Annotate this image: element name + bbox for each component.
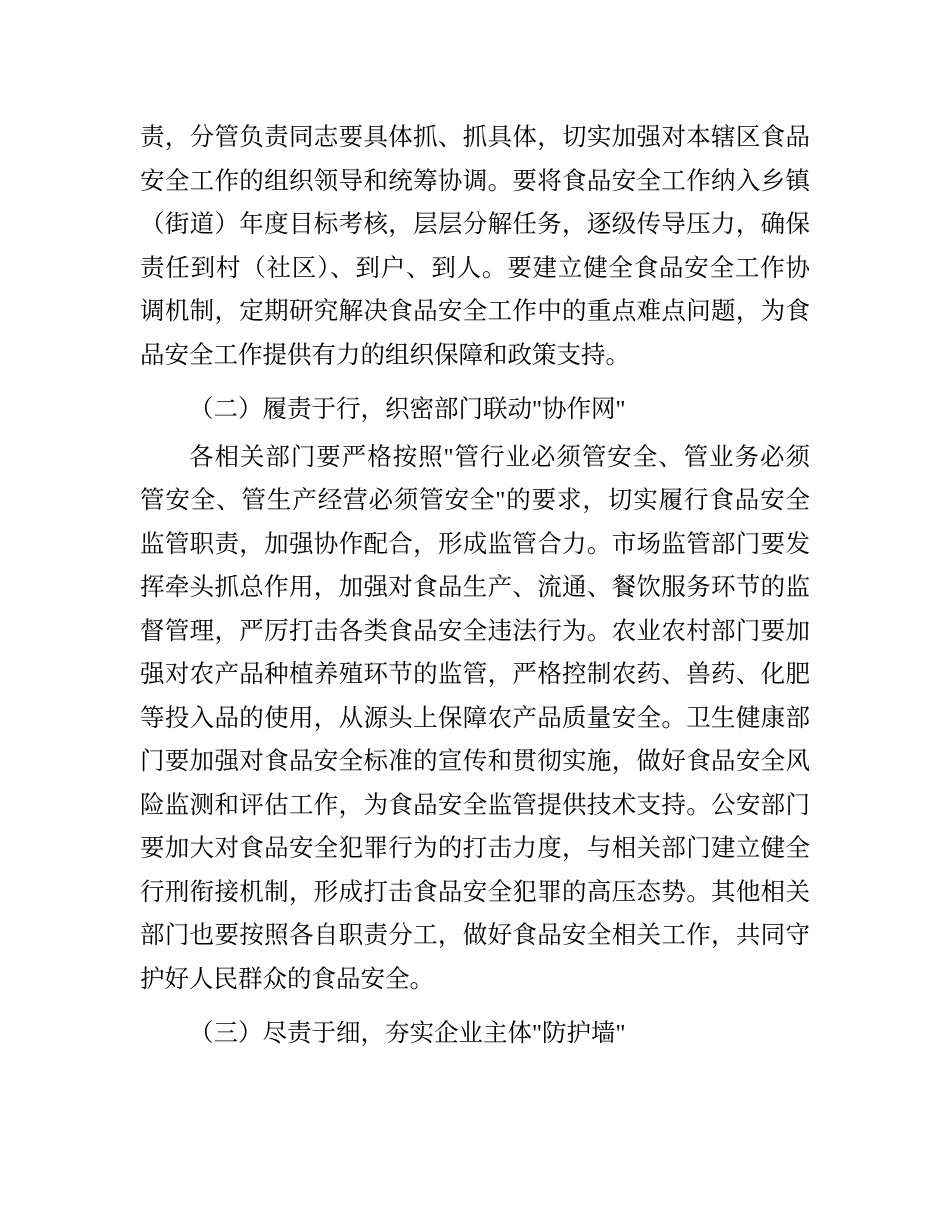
section-heading-3: （三）尽责于细，夯实企业主体"防护墙": [189, 1020, 626, 1047]
section-heading-2: （二）履责于行，织密部门联动"协作网": [189, 396, 626, 423]
body-paragraph-departments: 各相关部门要严格按照"管行业必须管安全、管业务必须管安全、管生产经营必须管安全"的要求，切实履行食品安全监管职责，加强协作配合，形成监管合力。市场监管部门要发挥牵头抓总作用，加强对食品生产、流通、餐饮服务环节的监督管理，严厉打击各类食品安全违法行为。农业农村部门要加强对农产品种植养殖环节的监管，严格控制农药、兽药、化肥等投入品的使用，从源头上保障农产品质量安全。卫生健康部门要加强对食品安全标准的宣传和贯彻实施，做好食品安全风险监测和评估工作，为食品安全监管提供技术支持。公安部门要加大对食品安全犯罪行为的打击力度，与相关部门建立健全行刑衔接机制，形成打击食品安全犯罪的高压态势。其他相关部门也要按照各自职责分工，做好食品安全相关工作，共同守护好人民群众的食品安全。: [140, 443, 810, 993]
body-paragraph-continued: 责，分管负责同志要具体抓、抓具体，切实加强对本辖区食品安全工作的组织领导和统筹协调。要将食品安全工作纳入乡镇（街道）年度目标考核，层层分解任务，逐级传导压力，确保责任到村（社区）、到户、到人。要建立健全食品安全工作协调机制，定期研究解决食品安全工作中的重点难点问题，为食品安全工作提供有力的组织保障和政策支持。: [140, 124, 810, 369]
